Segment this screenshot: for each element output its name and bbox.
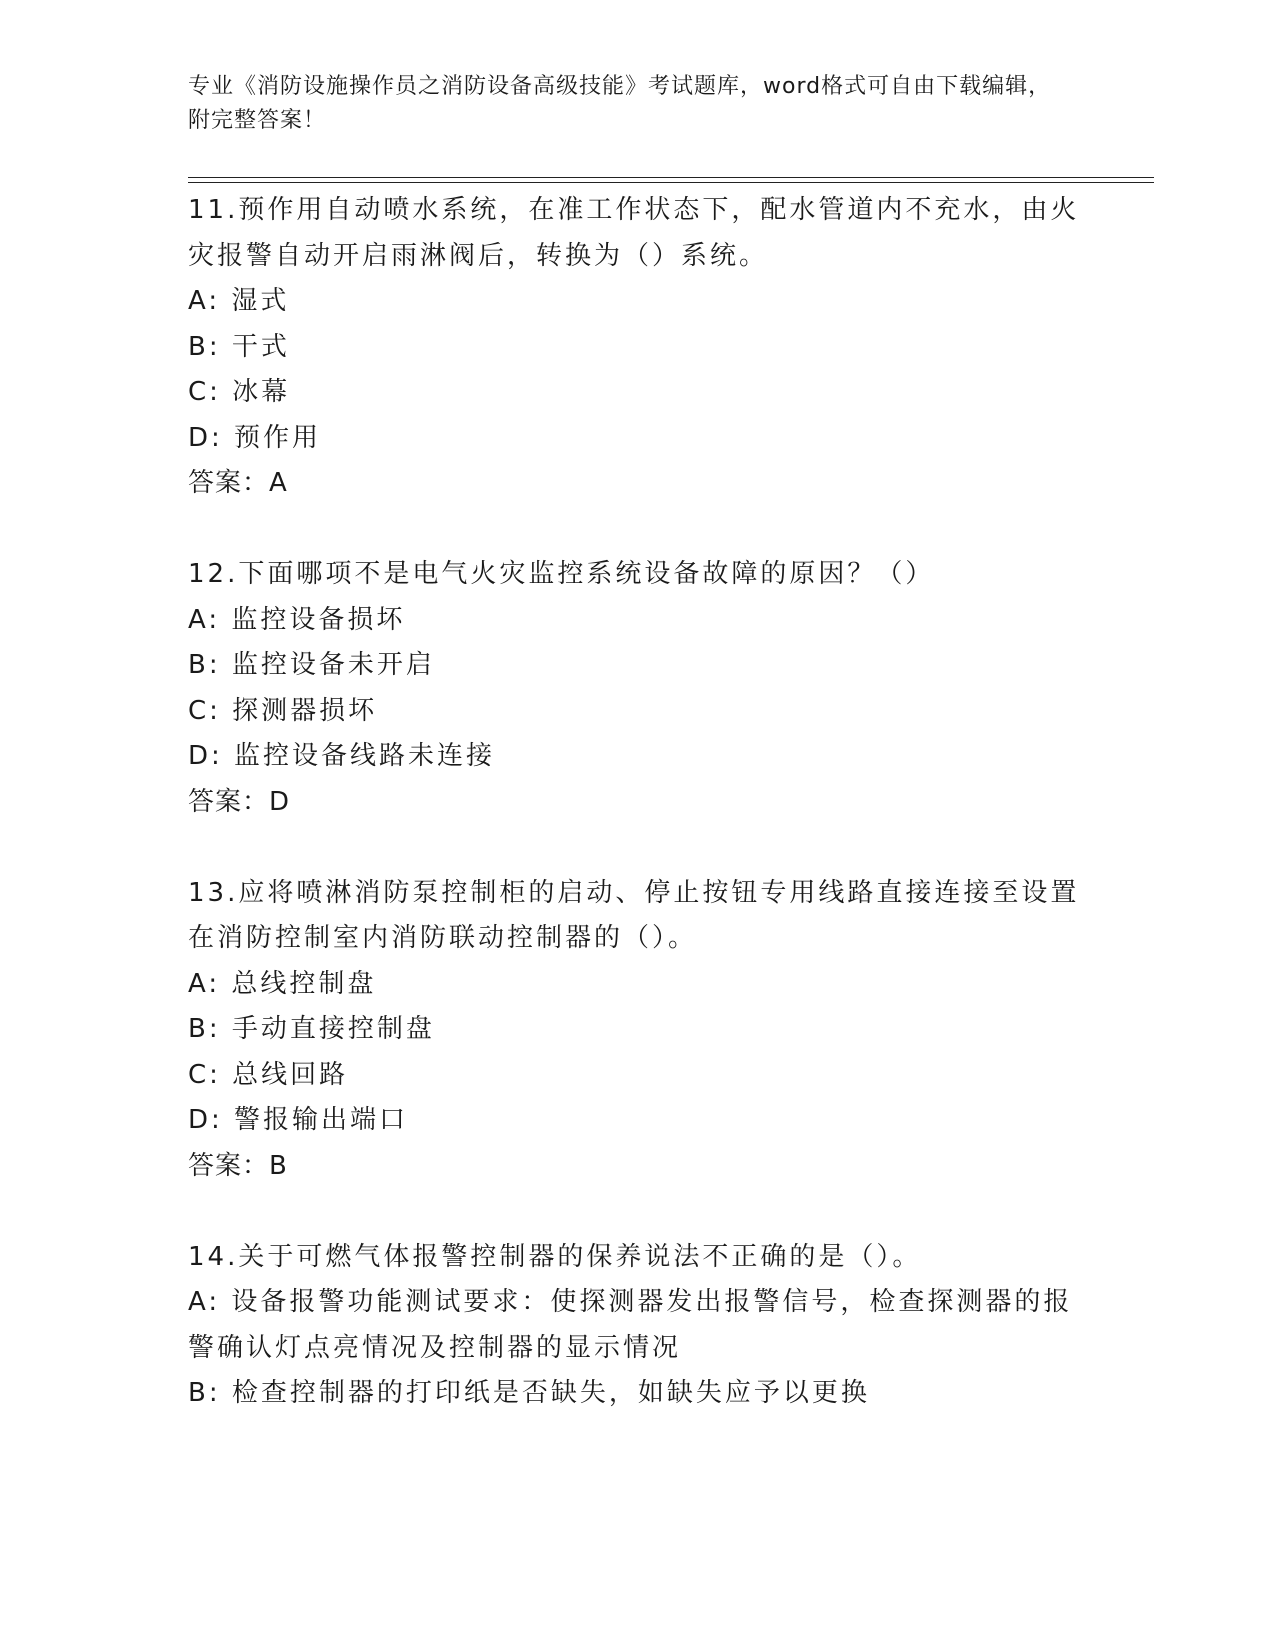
option-c: C: 探测器损坏 bbox=[188, 695, 378, 726]
option-c: C: 总线回路 bbox=[188, 1059, 349, 1090]
option-b: B: 手动直接控制盘 bbox=[188, 1014, 435, 1044]
document-header: 专业《消防设施操作员之消防设备高级技能》考试题库，word格式可自由下载编辑，附完整答案！ bbox=[188, 74, 1052, 133]
answer: 答案：D bbox=[188, 786, 291, 817]
option-b: B: 干式 bbox=[188, 331, 290, 362]
question-list bbox=[188, 188, 1088, 1462]
answer: 答案：B bbox=[188, 1150, 288, 1181]
answer: 答案：A bbox=[188, 468, 288, 498]
option-a: A: 总线控制盘 bbox=[188, 968, 377, 999]
option-a: A: 监控设备损坏 bbox=[188, 604, 406, 635]
question-14 bbox=[188, 1235, 1088, 1417]
option-d: D: 监控设备线路未连接 bbox=[188, 741, 496, 771]
question-13 bbox=[188, 871, 1088, 1190]
option-a: A: 设备报警功能测试要求：使探测器发出报警信号，检查探测器的报警确认灯点亮情况及控制器的显示情况 bbox=[188, 1287, 1073, 1363]
header-divider-bottom bbox=[188, 182, 1154, 183]
option-b: B: 检查控制器的打印纸是否缺失，如缺失应予以更换 bbox=[188, 1378, 870, 1408]
option-a: A: 湿式 bbox=[188, 286, 290, 316]
option-c: C: 冰幕 bbox=[188, 377, 291, 407]
question-12 bbox=[188, 552, 1088, 825]
question-11 bbox=[188, 188, 1088, 507]
option-d: D: 警报输出端口 bbox=[188, 1105, 409, 1135]
header-divider-top bbox=[188, 177, 1154, 178]
option-b: B: 监控设备未开启 bbox=[188, 650, 435, 680]
question-text: 11.预作用自动喷水系统，在准工作状态下，配水管道内不充水，由火灾报警自动开启雨淋阀后，转换为（）系统。 bbox=[188, 195, 1080, 271]
question-text: 12.下面哪项不是电气火灾监控系统设备故障的原因？（） bbox=[188, 559, 935, 589]
question-text: 14.关于可燃气体报警控制器的保养说法不正确的是（）。 bbox=[188, 1241, 922, 1272]
question-text: 13.应将喷淋消防泵控制柜的启动、停止按钮专用线路直接连接至设置在消防控制室内消防联动控制器的（）。 bbox=[188, 877, 1080, 953]
option-d: D: 预作用 bbox=[188, 422, 322, 453]
